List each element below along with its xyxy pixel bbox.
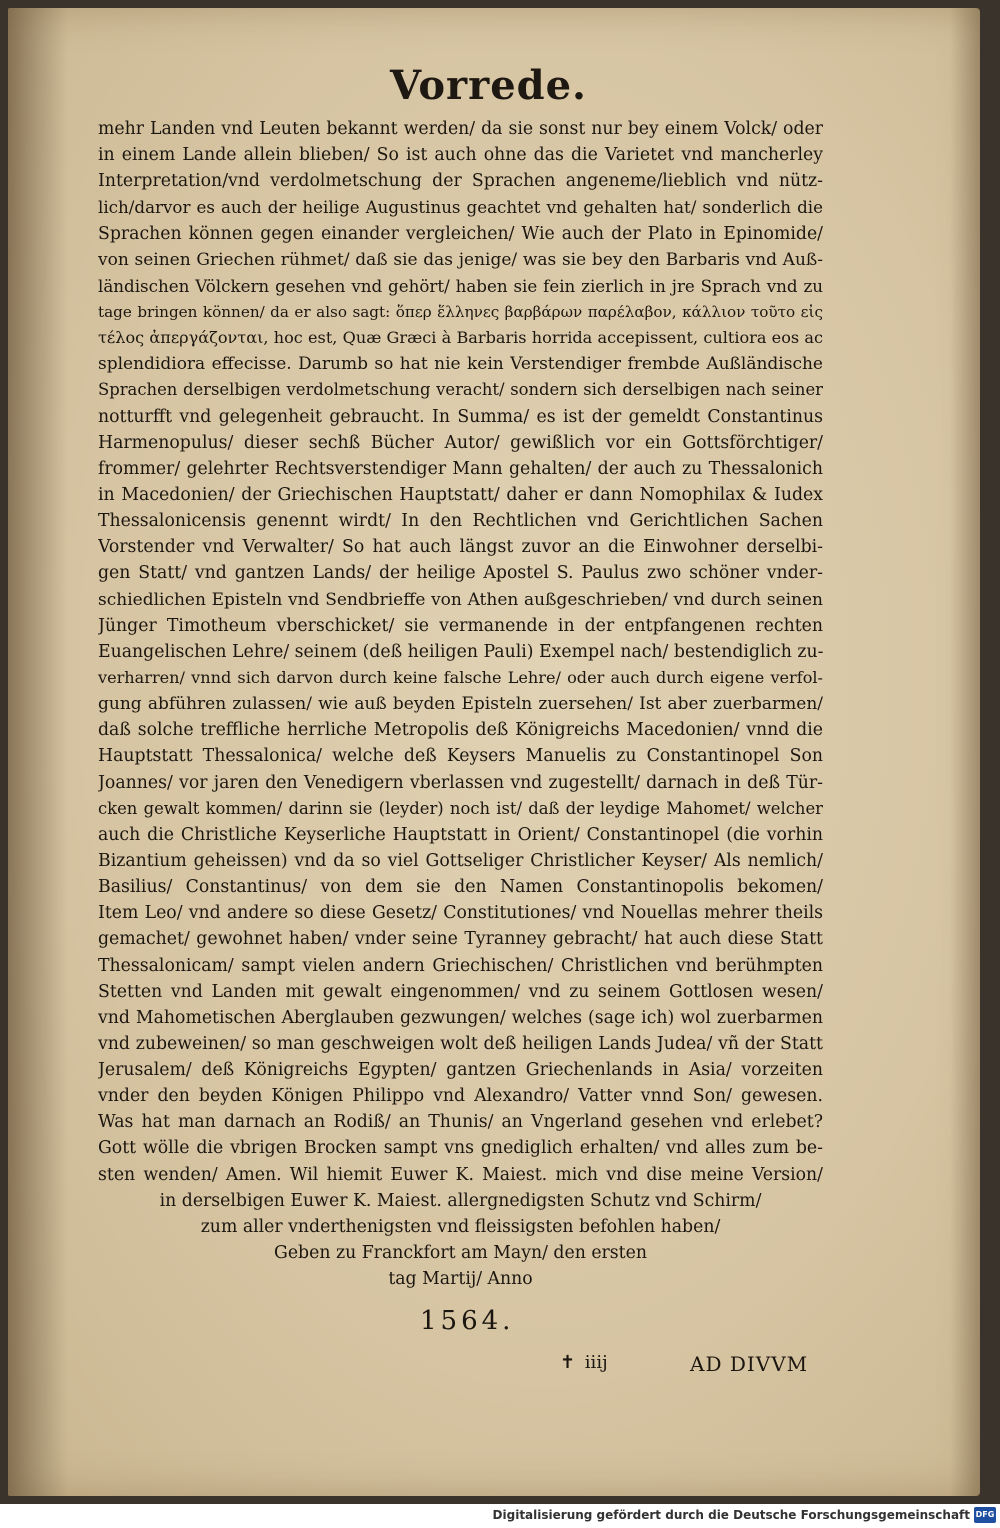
text-line: verharren/ vnnd sich darvon durch keine falsche Lehre/ oder auch durch eigene verfol-: [98, 667, 823, 687]
text-line: lich/darvor es auch der heilige Augustinus geachtet vnd gehalten hat/ sonderlich die: [98, 197, 823, 218]
closing-line: in derselbigen Euwer K. Maiest. allergnedigsten Schutz vnd Schirm/: [159, 1190, 762, 1211]
text-line: Jerusalem/ deß Königreichs Egypten/ gantzen Griechenlands in Asia/ vorzeiten: [98, 1060, 823, 1081]
text-line: Harmenopulus/ dieser sechß Bücher Autor/ gewißlich vor ein Gottsförchtiger/: [98, 432, 823, 453]
text-line: gen Statt/ vnd gantzen Lands/ der heilige Apostel S. Paulus zwo schöner vnder-: [98, 563, 823, 584]
text-line: daß solche treffliche herrliche Metropolis deß Königreichs Macedonien/ vnnd die: [98, 720, 823, 741]
text-line: Euangelischen Lehre/ seinem (deß heiligen Pauli) Exempel nach/ bestendiglich zu-: [98, 641, 823, 662]
closing-line: zum aller vnderthenigsten vnd fleissigsten befohlen haben/: [200, 1216, 721, 1237]
running-head: Vorrede.: [390, 62, 587, 109]
text-line: Jünger Timotheum vberschicket/ sie vermanende in der entpfangenen rechten: [98, 615, 823, 636]
text-line: auch die Christliche Keyserliche Hauptstatt in Orient/ Constantinopel (die vorhin: [98, 824, 823, 845]
text-line: Stetten vnd Landen mit gewalt eingenommen/ vnd zu seinem Gottlosen wesen/: [98, 981, 823, 1002]
page-gutter-shadow: [8, 8, 68, 1496]
text-line: τέλος ἀπεργάζονται, hoc est, Quæ Græci à Barbaris horrida accepissent, cultiora eos ac: [98, 328, 823, 348]
footer-strip: [0, 1504, 1000, 1528]
text-line: Sprachen können gegen einander vergleichen/ Wie auch der Plato in Epinomide/: [98, 223, 823, 244]
text-line: Thessalonicam/ sampt vielen andern Griechischen/ Christlichen vnd berühmpten: [98, 955, 823, 976]
signature-mark: ✝ iiij: [560, 1352, 608, 1373]
text-line: in einem Lande allein blieben/ So ist auch ohne das die Varietet vnd mancherley: [98, 145, 823, 166]
dfg-logo-icon: DFG: [974, 1507, 996, 1523]
text-line: Hauptstatt Thessalonica/ welche deß Keysers Manuelis zu Constantinopel Son: [98, 746, 823, 767]
year-line: 1564.: [420, 1306, 515, 1336]
digitization-credit: Digitalisierung gefördert durch die Deutsche Forschungsgemeinschaft: [492, 1508, 970, 1522]
catchword: AD DIVVM: [690, 1352, 809, 1376]
text-line: Was hat man darnach an Rodiß/ an Thunis/ an Vngerland gesehen vnd erlebet?: [98, 1112, 823, 1133]
text-line: Bizantium geheissen) vnd da so viel Gottseliger Christlicher Keyser/ Als nemlich/: [98, 850, 823, 871]
text-line: frommer/ gelehrter Rechtsverstendiger Mann gehalten/ der auch zu Thessalonich: [98, 458, 823, 479]
text-line: Gott wölle die vbrigen Brocken sampt vns gnediglich erhalten/ vnd alles zum be-: [98, 1138, 823, 1159]
text-line: Interpretation/vnd verdolmetschung der Sprachen angeneme/lieblich vnd nütz-: [98, 171, 823, 192]
closing-line: tag Martij/ Anno: [388, 1269, 533, 1290]
text-line: vnd zubeweinen/ so man geschweigen wolt deß heiligen Lands Judea/ vñ der Statt: [98, 1033, 823, 1054]
text-line: tage bringen können/ da er also sagt: ὅπερ ἕλληνες βαρβάρων παρέλαβον, κάλλιον τοῦτο εἰς: [98, 302, 823, 321]
text-line: Thessalonicensis genennt wirdt/ In den Rechtlichen vnd Gerichtlichen Sachen: [98, 511, 823, 532]
text-line: in Macedonien/ der Griechischen Hauptstatt/ daher er dann Nomophilax & Iudex: [98, 484, 823, 505]
text-line: Joannes/ vor jaren den Venedigern vberlassen vnd zugestellt/ darnach in deß Tür-: [98, 772, 823, 793]
text-line: gung abführen zulassen/ wie auß beyden Episteln zuersehen/ Ist aber zuerbarmen/: [98, 694, 823, 715]
text-line: gemachet/ gewohnet haben/ vnder seine Tyranney gebracht/ hat auch diese Statt: [98, 929, 823, 950]
text-line: Basilius/ Constantinus/ von dem sie den Namen Constantinopolis bekomen/: [98, 877, 823, 898]
page-edge-shadow: [950, 8, 980, 1496]
text-line: schiedlichen Episteln vnd Sendbrieffe von Athen außgeschrieben/ vnd durch seinen: [98, 589, 823, 610]
text-line: Vorstender vnd Verwalter/ So hat auch längst zuvor an die Einwohner derselbi-: [98, 537, 823, 558]
text-line: Sprachen derselbigen verdolmetschung veracht/ sondern sich derselbigen nach seiner: [98, 380, 823, 400]
body-text: [98, 116, 823, 1292]
text-line: splendidiora effecisse. Darumb so hat nie kein Verstendiger frembde Außländische: [98, 354, 823, 375]
text-line: ländischen Völckern gesehen vnd gehört/ haben sie fein zierlich in jre Sprach vnd zu: [98, 275, 823, 296]
text-line: von seinen Griechen rühmet/ daß sie das jenige/ was sie bey den Barbaris vnd Auß-: [98, 249, 823, 270]
text-line: notturfft vnd gelegenheit gebraucht. In Summa/ es ist der gemeldt Constantinus: [98, 406, 823, 427]
text-line: sten wenden/ Amen. Wil hiemit Euwer K. Maiest. mich vnd dise meine Version/: [98, 1164, 823, 1185]
text-line: vnder den beyden Königen Philippo vnd Alexandro/ Vatter vnnd Son/ gewesen.: [98, 1086, 823, 1107]
closing-line: Geben zu Franckfort am Mayn/ den ersten: [274, 1243, 647, 1264]
text-line: vnd Mahometischen Aberglauben gezwungen/ welches (sage ich) wol zuerbarmen: [98, 1007, 823, 1028]
text-line: mehr Landen vnd Leuten bekannt werden/ da sie sonst nur bey einem Volck/ oder: [98, 119, 823, 139]
text-line: Item Leo/ vnd andere so diese Gesetz/ Constitutiones/ vnd Nouellas mehrer theils: [98, 903, 823, 924]
text-line: cken gewalt kommen/ darinn sie (leyder) noch ist/ daß der leydige Mahomet/ welcher: [98, 798, 823, 818]
